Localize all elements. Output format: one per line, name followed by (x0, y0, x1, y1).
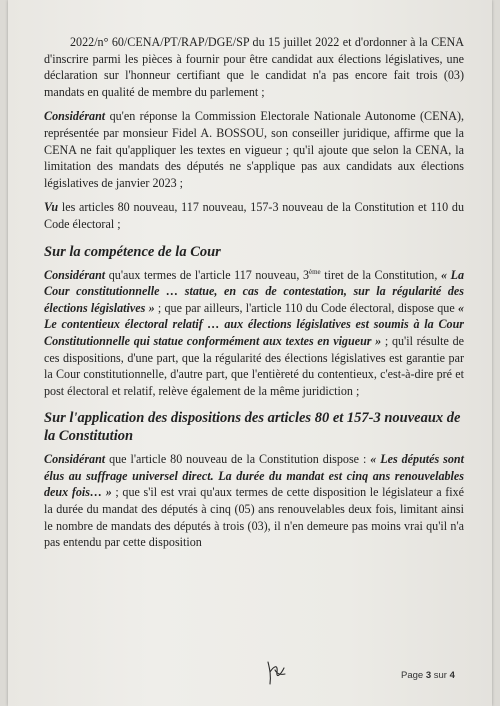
page-prefix: Page (401, 670, 426, 681)
paragraph-article-80 (44, 451, 464, 551)
paragraph-text: ; qu'il résulte de ces dispositions, d'une part, que la régularité des élections législatives est garantie par la Cour constitutionnelle, d'autre part, que l'entièreté du contentieux, c'est-à-dire pré et post électoral et relatif, relève également de la même juridiction ; (44, 333, 464, 398)
signature-initials-icon (264, 656, 288, 686)
page-total: 4 (449, 670, 455, 681)
quote-article-80: « Les députés sont élus au suffrage universel direct. La durée du mandat est cinq ans renouvelables deux fois… » (44, 452, 464, 500)
section-heading-application: Sur l'application des dispositions des articles 80 et 157-3 nouveaux de la Constitution (44, 410, 461, 445)
considerant-label: Considérant (44, 267, 106, 282)
quote-article-110: « Le contentieux électoral relatif … aux élections législatives est soumis à la Cour Constitutionnelle qui statue conformément aux textes en vigueur » (44, 300, 464, 348)
paragraph-request (44, 34, 464, 100)
paragraph-text: qu'aux termes de l'article 117 nouveau, 3 (105, 267, 309, 282)
section-heading-competence: Sur la compétence de la Cour (44, 243, 221, 260)
superscript-ordinal: ème (309, 267, 321, 276)
paragraph-text: les articles 80 nouveau, 117 nouveau, 157-3 nouveau de la Constitution et 110 du Code électoral ; (44, 200, 464, 231)
considerant-label: Considérant (44, 109, 106, 124)
page-separator: sur (431, 670, 450, 681)
vu-label: Vu (44, 200, 59, 215)
paragraph-text: que l'article 80 nouveau de la Constitution dispose : (105, 452, 371, 467)
page-number (401, 670, 455, 681)
document-page (8, 0, 492, 706)
paragraph-text: ; que s'il est vrai qu'aux termes de cette disposition le législateur a fixé la durée du mandat des députés à cinq (05) ans renouvelables deux fois, limitant ainsi le nombre de mandats des députés à trois (03), il n'en demeure pas moins vrai qu'il n'a pas entendu par cette disposition (44, 485, 465, 550)
paragraph-competence (44, 267, 464, 400)
paragraph-text: ; que par ailleurs, l'article 110 du Code électoral, dispose que (154, 300, 458, 315)
paragraph-text: qu'en réponse la Commission Electorale Nationale Autonome (CENA), représentée par monsieur Fidel A. BOSSOU, son conseiller juridique, affirme que la CENA ne fait qu'appliquer les textes en vigueur ; qu'il ajoute que selon la CENA, la limitation des mandats des députés ne s'applique pas aux candidats aux élections législatives de janvier 2023 ; (44, 109, 464, 190)
considerant-label: Considérant (44, 452, 106, 467)
paragraph-text: tiret de la Constitution, (320, 267, 441, 282)
paragraph-text: 2022/n° 60/CENA/PT/RAP/DGE/SP du 15 juillet 2022 et d'ordonner à la CENA d'inscrire parmi les pièces à fournir pour être candidat aux élections législatives, une déclaration sur l'honneur certifiant que le candidat n'a pas encore fait trois (03) mandats en qualité de membre du parlement ; (44, 35, 464, 99)
quote-article-117: « La Cour constitutionnelle … statue, en cas de contestation, sur la régularité des élections législatives » (44, 267, 464, 315)
paragraph-cena-response (44, 108, 464, 191)
document-body (44, 34, 464, 559)
paragraph-vu (44, 199, 464, 232)
page-current: 3 (425, 670, 432, 681)
